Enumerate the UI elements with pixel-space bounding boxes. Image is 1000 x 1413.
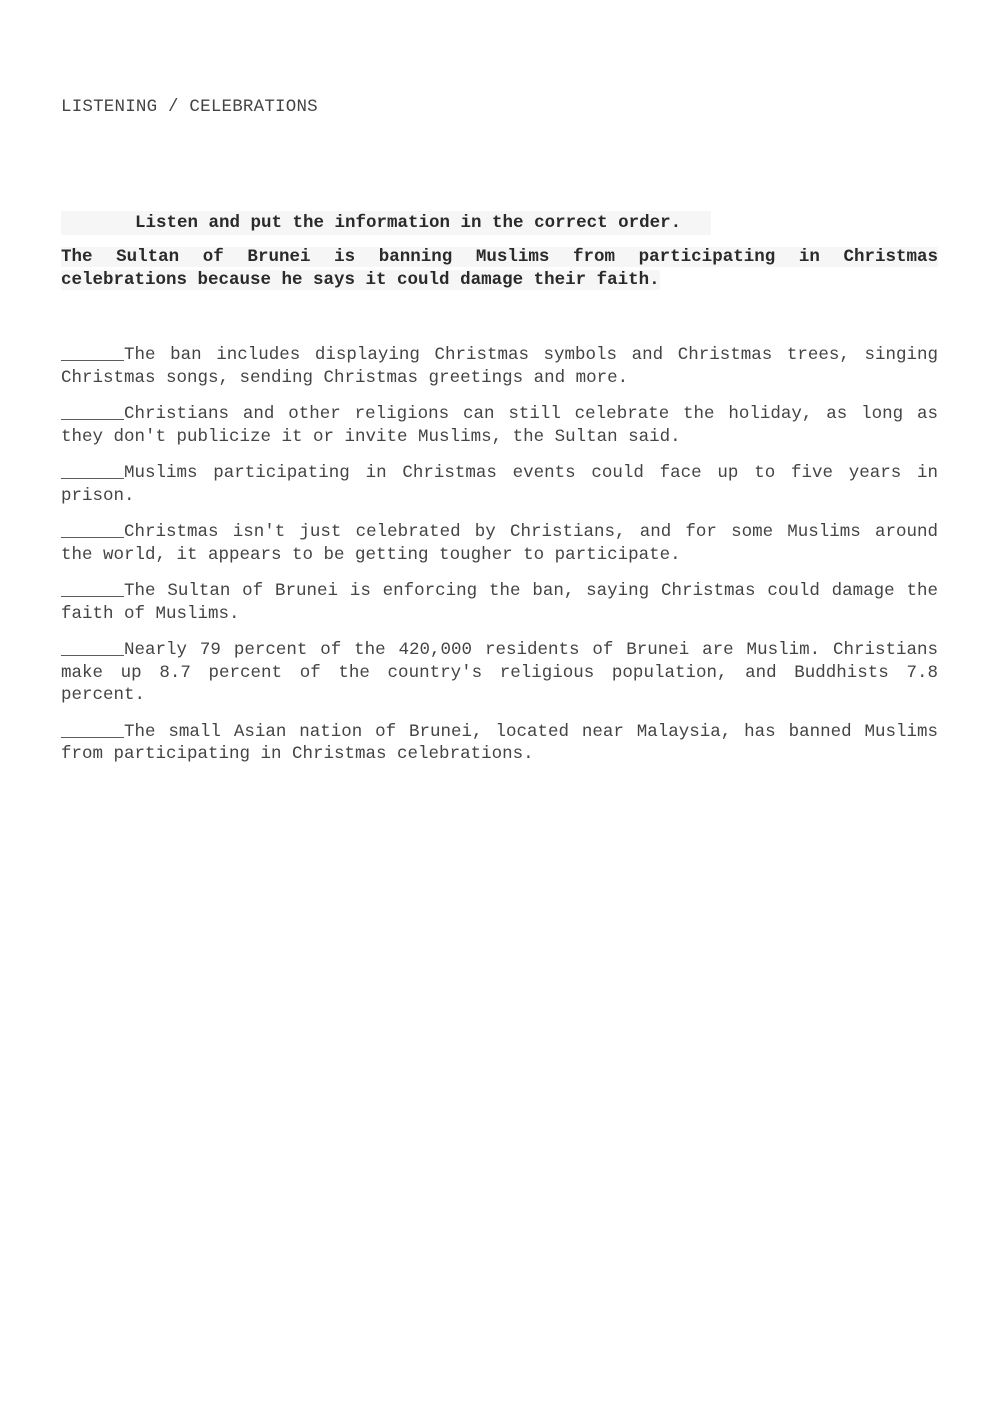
answer-blank[interactable]: ______ — [61, 581, 125, 601]
answer-blank[interactable]: ______ — [61, 345, 125, 365]
answer-blank[interactable]: ______ — [61, 721, 125, 742]
list-item-text: Muslims participating in Christmas events could face up to five years in prison. — [61, 463, 938, 506]
list-item — [61, 580, 938, 625]
instruction: Listen and put the information in the correct order. — [61, 211, 711, 235]
list-item — [61, 639, 938, 707]
answer-blank[interactable]: ______ — [61, 463, 125, 483]
list-item — [61, 462, 938, 507]
page-title: LISTENING / CELEBRATIONS — [61, 97, 318, 117]
answer-blank[interactable]: ______ — [61, 404, 125, 424]
list-item-text: Christians and other religions can still celebrate the holiday, as long as they don't publicize it or invite Muslims, the Sultan said. — [61, 404, 938, 447]
intro-paragraph — [61, 246, 938, 292]
list-item-text: The small Asian nation of Brunei, located near Malaysia, has banned Muslims from participating in Christmas celebrations. — [61, 721, 938, 764]
list-item-text: The Sultan of Brunei is enforcing the ban, saying Christmas could damage the faith of Muslims. — [61, 581, 938, 624]
list-item-text: Christmas isn't just celebrated by Christians, and for some Muslims around the world, it appears to be getting tougher to participate. — [61, 522, 938, 565]
answer-blank[interactable]: ______ — [61, 640, 125, 660]
list-item-text: Nearly 79 percent of the 420,000 residents of Brunei are Muslim. Christians make up 8.7 percent of the country's religious population, and Buddhists 7.8 percent. — [61, 640, 938, 705]
answer-blank[interactable]: ______ — [61, 522, 125, 542]
list-item — [61, 403, 938, 448]
ordering-list — [61, 344, 938, 780]
list-item-text: The ban includes displaying Christmas symbols and Christmas trees, singing Christmas songs, sending Christmas greetings and more. — [61, 345, 938, 388]
intro-text: The Sultan of Brunei is banning Muslims from participating in Christmas celebrations because he says it could damage their faith. — [61, 247, 938, 290]
list-item — [61, 344, 938, 389]
list-item — [61, 721, 938, 766]
list-item — [61, 521, 938, 566]
